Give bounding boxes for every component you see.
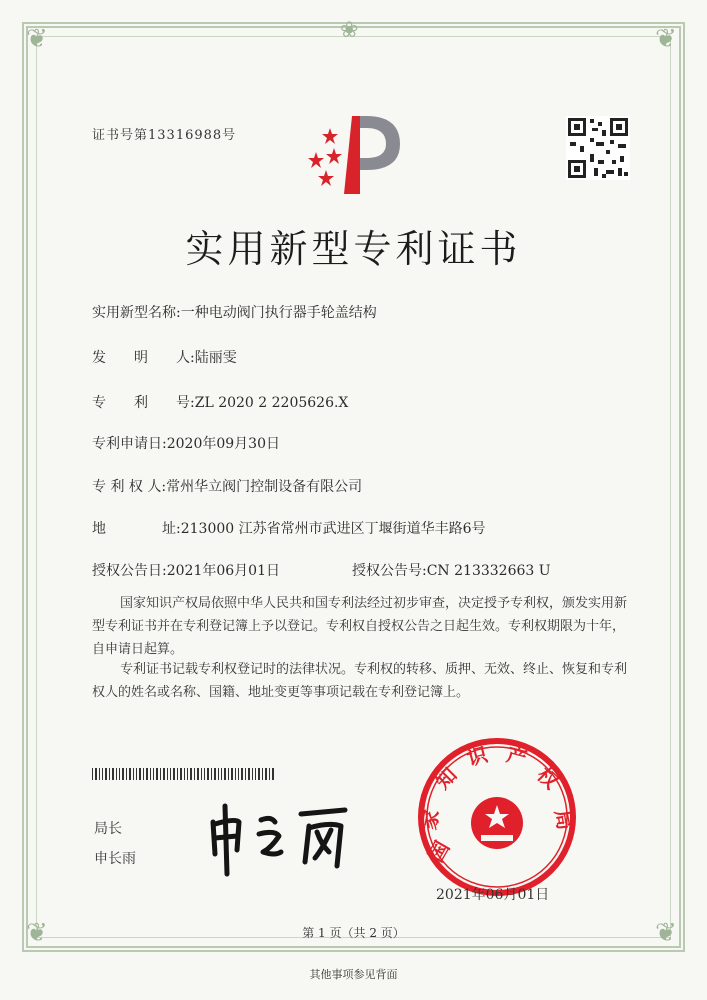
certificate-number: 证书号第13316988号 (92, 128, 237, 143)
corner-ornament-icon: ❦ (655, 918, 677, 948)
field-label: 发 明 人: (92, 350, 195, 366)
field-label: 专 利 号: (92, 395, 195, 411)
signer-title: 局长 (94, 821, 122, 837)
page-number: 第 1 页（共 2 页） (302, 926, 405, 940)
top-ornament-icon: ❀ (340, 18, 359, 43)
field-label: 实用新型名称: (92, 305, 181, 321)
field-filing-date (92, 433, 280, 453)
corner-ornament-icon: ❦ (26, 918, 48, 948)
legal-paragraph: 专利证书记载专利权登记时的法律状况。专利权的转移、质押、无效、终止、恢复和专利权人的姓名或名称、国籍、地址变更等事项记载在专利登记簿上。 (92, 662, 628, 700)
field-value: 2021年06月01日 (166, 563, 280, 579)
official-seal (415, 735, 579, 899)
field-label: 专利申请日: (92, 436, 167, 452)
field-utility-model-name (92, 302, 377, 322)
field-value: 213000 江苏省常州市武进区丁堰街道华丰路6号 (180, 521, 486, 537)
footer-note: 其他事项参见背面 (309, 968, 398, 981)
field-value: 常州华立阀门控制设备有限公司 (166, 479, 363, 495)
svg-text:知: 知 (430, 762, 462, 794)
field-label: 专 利 权 人: (92, 479, 167, 495)
svg-text:家: 家 (416, 807, 444, 832)
certificate-title: 实用新型专利证书 (185, 227, 522, 271)
qr-code-icon (566, 116, 630, 180)
field-announcement-date (92, 560, 280, 580)
field-patentee (92, 476, 362, 496)
svg-text:局: 局 (550, 807, 578, 832)
field-value: ZL 2020 2 2205626.X (194, 395, 349, 411)
field-value: 一种电动阀门执行器手轮盖结构 (180, 305, 377, 321)
seal-date: 2021年06月01日 (436, 887, 550, 903)
field-inventor (92, 347, 237, 367)
signer-name: 申长雨 (94, 851, 136, 867)
field-patent-number (92, 392, 348, 412)
field-label: 授权公告号: (352, 563, 427, 579)
field-value: 2020年09月30日 (166, 436, 280, 452)
svg-text:识: 识 (464, 742, 490, 771)
svg-text:权: 权 (532, 762, 564, 794)
handwritten-signature (205, 800, 355, 880)
svg-text:国: 国 (423, 836, 455, 867)
field-value: CN 213332663 U (426, 563, 551, 579)
field-announcement-number (352, 560, 551, 580)
corner-ornament-icon: ❦ (26, 24, 48, 54)
barcode-icon (92, 768, 274, 780)
field-value: 陆丽雯 (194, 350, 237, 366)
cnipa-logo-icon (300, 108, 410, 198)
legal-paragraph: 国家知识产权局依照中华人民共和国专利法经过初步审查，决定授予专利权，颁发实用新型专利证书并在专利登记簿上予以登记。专利权自授权公告之日起生效。专利权期限为十年，自申请日起算。 (92, 596, 628, 657)
field-label: 地 址: (92, 521, 181, 537)
field-label: 授权公告日: (92, 563, 167, 579)
field-address (92, 518, 486, 538)
corner-ornament-icon: ❦ (655, 24, 677, 54)
svg-text:产: 产 (504, 742, 530, 771)
